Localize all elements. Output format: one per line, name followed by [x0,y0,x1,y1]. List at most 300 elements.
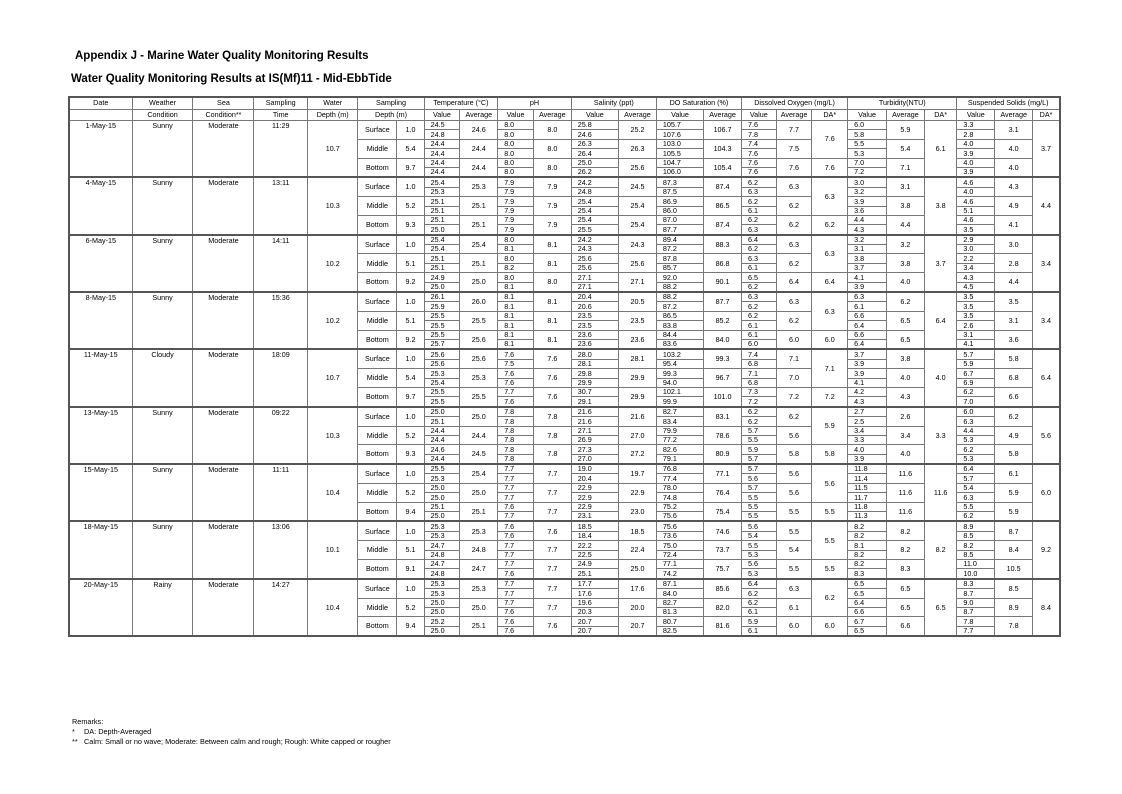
cell-level-depth: 5.1 [397,254,424,273]
cell-weather: Cloudy [132,349,193,406]
cell-temperature-value: 25.4 [424,245,460,254]
cell-weather: Sunny [132,521,193,578]
cell-turbidity-value: 8.2 [848,550,887,559]
cell-suspended-solids-value: 4.6 [957,197,995,206]
cell-level-depth: 9.4 [397,617,424,636]
cell-turbidity-value: 11.3 [848,512,887,522]
cell-suspended-solids-value: 9.0 [957,598,995,607]
cell-do-saturation-average: 104.3 [704,139,742,158]
cell-turbidity-value: 11.4 [848,474,887,483]
cell-suspended-solids-average: 5.8 [995,445,1033,464]
cell-salinity-value: 23.1 [571,512,618,522]
cell-salinity-average: 26.3 [619,139,657,158]
cell-suspended-solids-value: 3.3 [957,121,995,130]
cell-salinity-value: 24.2 [571,235,618,245]
cell-level-name: Surface [358,464,397,483]
cell-turbidity-value: 6.6 [848,607,887,616]
cell-ph-average: 8.1 [533,254,571,273]
cell-dissolved-oxygen-value: 6.3 [741,187,776,196]
cell-level-name: Middle [358,139,397,158]
cell-temperature-value: 25.0 [424,483,460,492]
cell-level-name: Middle [358,197,397,216]
cell-level-depth: 9.7 [397,387,424,406]
header-temperature: Temperature (°C) [424,97,498,109]
header-water-depth-sub: Depth (m) [308,109,358,121]
cell-ph-value: 7.8 [498,435,534,444]
cell-ph-average: 7.6 [533,521,571,540]
cell-ph-value: 7.8 [498,445,534,454]
cell-suspended-solids-da: 3.7 [1033,121,1060,178]
cell-suspended-solids-value: 5.7 [957,349,995,359]
cell-salinity-value: 27.1 [571,426,618,435]
cell-dissolved-oxygen-average: 6.2 [776,197,812,216]
cell-water-depth: 10.2 [308,235,358,292]
cell-dissolved-oxygen-value: 6.3 [741,254,776,263]
cell-turbidity-average: 2.6 [887,407,925,426]
cell-do-saturation-average: 85.2 [704,311,742,330]
cell-salinity-average: 23.6 [619,330,657,349]
cell-suspended-solids-average: 3.5 [995,292,1033,311]
cell-dissolved-oxygen-value: 5.7 [741,464,776,474]
cell-turbidity-average: 4.0 [887,273,925,292]
cell-dissolved-oxygen-value: 6.2 [741,598,776,607]
cell-sea: Moderate [193,292,254,349]
table-row [69,235,1060,245]
cell-suspended-solids-average: 6.2 [995,407,1033,426]
cell-dissolved-oxygen-average: 6.2 [776,254,812,273]
cell-do-saturation-value: 87.7 [656,225,703,235]
cell-dissolved-oxygen-average: 6.3 [776,177,812,196]
cell-level-depth: 5.2 [397,197,424,216]
cell-dissolved-oxygen-average: 6.2 [776,215,812,234]
cell-time: 14:11 [254,235,308,292]
cell-do-saturation-value: 73.6 [656,531,703,540]
cell-do-saturation-value: 88.2 [656,282,703,292]
cell-salinity-value: 22.5 [571,550,618,559]
subheader-dosat-average: Average [704,109,742,121]
cell-do-saturation-average: 87.4 [704,215,742,234]
cell-salinity-average: 22.4 [619,541,657,560]
cell-suspended-solids-value: 5.4 [957,483,995,492]
cell-temperature-value: 25.0 [424,407,460,417]
cell-salinity-average: 20.5 [619,292,657,311]
cell-do-saturation-value: 76.8 [656,464,703,474]
table-title: Water Quality Monitoring Results at IS(Mf)11 - Mid-EbbTide [71,73,392,85]
cell-temperature-value: 25.5 [424,397,460,407]
cell-salinity-average: 23.5 [619,311,657,330]
cell-suspended-solids-average: 6.8 [995,369,1033,388]
cell-dissolved-oxygen-value: 6.2 [741,407,776,417]
cell-time: 09:22 [254,407,308,464]
cell-level-name: Surface [358,579,397,598]
cell-do-saturation-average: 105.4 [704,158,742,177]
cell-turbidity-value: 3.2 [848,235,887,245]
cell-do-saturation-value: 87.5 [656,187,703,196]
subheader-do-da: DA* [812,109,848,121]
cell-temperature-value: 25.3 [424,579,460,589]
header-turbidity: Turbidity(NTU) [848,97,957,109]
header-sampling-depth: Sampling [358,97,424,109]
cell-suspended-solids-value: 8.5 [957,550,995,559]
cell-water-depth: 10.2 [308,292,358,349]
cell-turbidity-value: 3.9 [848,359,887,368]
cell-suspended-solids-value: 4.1 [957,339,995,349]
cell-suspended-solids-value: 8.7 [957,589,995,598]
cell-salinity-average: 19.7 [619,464,657,483]
cell-turbidity-average: 3.8 [887,197,925,216]
cell-dissolved-oxygen-da: 6.3 [812,292,848,330]
cell-temperature-value: 25.0 [424,598,460,607]
cell-suspended-solids-average: 3.1 [995,311,1033,330]
cell-level-name: Surface [358,521,397,540]
cell-turbidity-value: 6.3 [848,292,887,302]
cell-level-name: Surface [358,235,397,254]
cell-ph-average: 8.0 [533,273,571,292]
cell-turbidity-average: 4.0 [887,369,925,388]
cell-suspended-solids-da: 9.2 [1033,521,1060,578]
cell-turbidity-value: 4.0 [848,445,887,454]
cell-suspended-solids-average: 10.5 [995,559,1033,578]
cell-do-saturation-value: 87.3 [656,177,703,187]
cell-salinity-value: 20.3 [571,607,618,616]
cell-do-saturation-value: 72.4 [656,550,703,559]
cell-salinity-value: 25.4 [571,197,618,206]
cell-level-depth: 9.3 [397,215,424,234]
cell-dissolved-oxygen-value: 7.6 [741,167,776,177]
cell-salinity-value: 18.4 [571,531,618,540]
cell-suspended-solids-average: 8.9 [995,598,1033,617]
cell-do-saturation-value: 84.4 [656,330,703,339]
cell-temperature-average: 25.1 [460,215,498,234]
cell-dissolved-oxygen-value: 6.1 [741,321,776,330]
cell-do-saturation-value: 85.7 [656,263,703,272]
cell-turbidity-da: 3.3 [924,407,957,464]
cell-dissolved-oxygen-da: 6.3 [812,177,848,215]
cell-salinity-value: 19.0 [571,464,618,474]
cell-turbidity-value: 4.1 [848,273,887,282]
cell-turbidity-value: 3.8 [848,254,887,263]
cell-turbidity-average: 11.6 [887,502,925,521]
cell-salinity-average: 17.6 [619,579,657,598]
cell-turbidity-value: 6.0 [848,121,887,130]
cell-do-saturation-value: 103.2 [656,349,703,359]
cell-suspended-solids-value: 4.6 [957,177,995,187]
subheader-turb-average: Average [887,109,925,121]
cell-turbidity-da: 3.7 [924,235,957,292]
cell-suspended-solids-da: 5.6 [1033,407,1060,464]
cell-salinity-average: 24.3 [619,235,657,254]
cell-turbidity-da: 6.5 [924,579,957,636]
cell-level-depth: 1.0 [397,235,424,254]
cell-do-saturation-average: 83.1 [704,407,742,426]
cell-suspended-solids-average: 6.6 [995,387,1033,406]
cell-salinity-value: 27.0 [571,454,618,464]
cell-do-saturation-value: 83.8 [656,321,703,330]
cell-turbidity-average: 6.5 [887,330,925,349]
cell-turbidity-value: 6.4 [848,598,887,607]
cell-temperature-value: 25.1 [424,206,460,215]
cell-temperature-value: 25.1 [424,197,460,206]
cell-level-name: Bottom [358,330,397,349]
cell-ph-value: 8.0 [498,130,534,139]
header-do-saturation: DO Saturation (%) [656,97,741,109]
cell-do-saturation-value: 78.0 [656,483,703,492]
cell-turbidity-value: 8.2 [848,521,887,531]
cell-suspended-solids-value: 4.0 [957,187,995,196]
cell-dissolved-oxygen-average: 6.3 [776,579,812,598]
cell-salinity-average: 25.6 [619,158,657,177]
cell-level-name: Middle [358,254,397,273]
cell-salinity-average: 27.2 [619,445,657,464]
cell-temperature-value: 25.7 [424,339,460,349]
cell-temperature-average: 25.0 [460,483,498,502]
cell-do-saturation-value: 82.7 [656,598,703,607]
cell-turbidity-value: 6.4 [848,339,887,349]
cell-do-saturation-value: 77.4 [656,474,703,483]
cell-salinity-value: 26.3 [571,139,618,148]
cell-ph-value: 7.9 [498,215,534,224]
cell-temperature-average: 25.0 [460,598,498,617]
cell-turbidity-value: 7.2 [848,167,887,177]
cell-do-saturation-value: 102.1 [656,387,703,396]
cell-suspended-solids-value: 4.0 [957,139,995,148]
cell-do-saturation-average: 76.4 [704,483,742,502]
cell-weather: Sunny [132,177,193,234]
cell-ph-value: 7.9 [498,206,534,215]
cell-do-saturation-value: 99.9 [656,397,703,407]
cell-dissolved-oxygen-value: 5.5 [741,502,776,511]
cell-do-saturation-value: 81.3 [656,607,703,616]
cell-dissolved-oxygen-value: 6.8 [741,359,776,368]
cell-ph-value: 7.7 [498,598,534,607]
cell-dissolved-oxygen-da: 6.3 [812,235,848,273]
cell-turbidity-value: 3.6 [848,206,887,215]
cell-temperature-value: 25.0 [424,626,460,636]
cell-temperature-average: 25.3 [460,369,498,388]
cell-suspended-solids-value: 2.2 [957,254,995,263]
cell-do-saturation-value: 87.2 [656,245,703,254]
cell-ph-value: 7.6 [498,378,534,387]
cell-ph-value: 7.7 [498,559,534,568]
cell-do-saturation-value: 83.6 [656,339,703,349]
cell-level-depth: 9.7 [397,158,424,177]
cell-do-saturation-average: 90.1 [704,273,742,292]
cell-ph-value: 8.1 [498,302,534,311]
table-body [69,121,1060,637]
cell-dissolved-oxygen-value: 6.1 [741,626,776,636]
cell-temperature-average: 25.0 [460,407,498,426]
cell-suspended-solids-value: 5.3 [957,454,995,464]
cell-salinity-average: 25.0 [619,559,657,578]
cell-turbidity-value: 5.3 [848,149,887,158]
cell-do-saturation-value: 107.6 [656,130,703,139]
cell-level-name: Bottom [358,273,397,292]
cell-level-depth: 1.0 [397,349,424,368]
cell-salinity-value: 28.1 [571,359,618,368]
cell-suspended-solids-value: 6.9 [957,378,995,387]
cell-temperature-value: 25.1 [424,417,460,426]
header-sea: Sea [193,97,254,109]
cell-level-name: Middle [358,483,397,502]
cell-do-saturation-value: 75.6 [656,512,703,522]
cell-salinity-average: 25.4 [619,215,657,234]
cell-suspended-solids-value: 2.8 [957,130,995,139]
cell-salinity-average: 28.1 [619,349,657,368]
cell-ph-value: 7.6 [498,369,534,378]
cell-ph-value: 7.6 [498,569,534,579]
cell-salinity-value: 23.5 [571,311,618,320]
cell-level-name: Bottom [358,617,397,636]
cell-turbidity-value: 3.1 [848,245,887,254]
cell-salinity-value: 22.9 [571,493,618,502]
cell-ph-average: 7.9 [533,215,571,234]
cell-sea: Moderate [193,579,254,636]
cell-ph-value: 7.7 [498,512,534,522]
cell-temperature-average: 25.1 [460,617,498,636]
remark-mark: ** [72,736,78,746]
cell-turbidity-average: 3.2 [887,235,925,254]
cell-level-name: Bottom [358,445,397,464]
cell-turbidity-average: 5.4 [887,139,925,158]
header-salinity: Salinity (ppt) [571,97,656,109]
cell-salinity-value: 27.3 [571,445,618,454]
cell-turbidity-value: 3.7 [848,263,887,272]
cell-ph-average: 7.7 [533,579,571,598]
cell-temperature-value: 24.7 [424,541,460,550]
cell-do-saturation-value: 82.6 [656,445,703,454]
cell-water-depth: 10.3 [308,177,358,234]
cell-do-saturation-average: 77.1 [704,464,742,483]
cell-level-depth: 5.2 [397,426,424,445]
cell-temperature-value: 25.3 [424,589,460,598]
cell-salinity-average: 24.5 [619,177,657,196]
cell-weather: Sunny [132,292,193,349]
cell-ph-average: 8.0 [533,121,571,140]
cell-water-depth: 10.1 [308,521,358,578]
cell-dissolved-oxygen-value: 6.2 [741,245,776,254]
cell-do-saturation-average: 99.3 [704,349,742,368]
cell-suspended-solids-average: 7.8 [995,617,1033,636]
cell-weather: Rainy [132,579,193,636]
cell-turbidity-average: 8.3 [887,559,925,578]
cell-turbidity-value: 3.9 [848,454,887,464]
cell-sea: Moderate [193,464,254,521]
cell-turbidity-average: 4.4 [887,215,925,234]
cell-ph-value: 7.6 [498,397,534,407]
cell-dissolved-oxygen-average: 6.2 [776,311,812,330]
cell-suspended-solids-da: 3.4 [1033,292,1060,349]
cell-temperature-value: 25.5 [424,311,460,320]
cell-dissolved-oxygen-average: 7.7 [776,121,812,140]
cell-do-saturation-average: 80.9 [704,445,742,464]
cell-dissolved-oxygen-average: 6.2 [776,407,812,426]
cell-suspended-solids-value: 6.7 [957,369,995,378]
cell-temperature-value: 25.6 [424,359,460,368]
cell-suspended-solids-value: 3.5 [957,302,995,311]
cell-dissolved-oxygen-value: 6.4 [741,579,776,589]
cell-turbidity-value: 6.5 [848,626,887,636]
cell-do-saturation-value: 83.4 [656,417,703,426]
cell-turbidity-value: 2.5 [848,417,887,426]
cell-turbidity-value: 4.2 [848,387,887,396]
cell-level-depth: 9.1 [397,559,424,578]
cell-temperature-value: 25.3 [424,531,460,540]
cell-weather: Sunny [132,464,193,521]
cell-suspended-solids-value: 4.4 [957,426,995,435]
cell-salinity-value: 25.8 [571,121,618,130]
cell-suspended-solids-da: 6.4 [1033,349,1060,406]
cell-turbidity-value: 4.3 [848,397,887,407]
cell-temperature-average: 24.5 [460,445,498,464]
cell-salinity-value: 29.9 [571,378,618,387]
cell-dissolved-oxygen-value: 5.3 [741,550,776,559]
cell-suspended-solids-average: 3.6 [995,330,1033,349]
cell-turbidity-value: 8.1 [848,541,887,550]
cell-dissolved-oxygen-average: 5.4 [776,541,812,560]
cell-do-saturation-average: 87.7 [704,292,742,311]
cell-level-depth: 9.4 [397,502,424,521]
cell-salinity-value: 21.6 [571,407,618,417]
cell-do-saturation-average: 101.0 [704,387,742,406]
cell-turbidity-da: 6.1 [924,121,957,178]
cell-do-saturation-value: 87.0 [656,215,703,224]
subheader-ss-da: DA* [1033,109,1060,121]
cell-sea: Moderate [193,177,254,234]
cell-salinity-value: 26.4 [571,149,618,158]
cell-do-saturation-value: 74.8 [656,493,703,502]
cell-do-saturation-average: 84.0 [704,330,742,349]
cell-do-saturation-average: 85.6 [704,579,742,598]
cell-suspended-solids-value: 6.3 [957,417,995,426]
water-quality-table [68,96,1061,637]
cell-dissolved-oxygen-value: 6.2 [741,311,776,320]
cell-salinity-value: 24.6 [571,130,618,139]
cell-do-saturation-average: 78.6 [704,426,742,445]
cell-salinity-value: 26.2 [571,167,618,177]
cell-dissolved-oxygen-value: 6.4 [741,235,776,245]
cell-level-depth: 9.3 [397,445,424,464]
cell-sea: Moderate [193,521,254,578]
cell-ph-value: 7.6 [498,349,534,359]
cell-turbidity-value: 6.1 [848,302,887,311]
cell-ph-value: 7.8 [498,426,534,435]
cell-suspended-solids-value: 8.5 [957,531,995,540]
cell-suspended-solids-value: 3.1 [957,330,995,339]
cell-dissolved-oxygen-average: 5.5 [776,502,812,521]
cell-temperature-average: 25.3 [460,579,498,598]
cell-turbidity-average: 3.4 [887,426,925,445]
cell-level-depth: 5.1 [397,311,424,330]
cell-ph-value: 7.6 [498,521,534,531]
cell-salinity-value: 27.1 [571,282,618,292]
subheader-turb-da: DA* [924,109,957,121]
table-row [69,521,1060,531]
cell-ph-average: 7.6 [533,387,571,406]
cell-suspended-solids-value: 5.7 [957,474,995,483]
cell-dissolved-oxygen-da: 5.6 [812,464,848,502]
subheader-sal-value: Value [571,109,618,121]
cell-do-saturation-average: 88.3 [704,235,742,254]
cell-ph-average: 8.1 [533,330,571,349]
cell-suspended-solids-average: 4.3 [995,177,1033,196]
cell-dissolved-oxygen-value: 7.6 [741,121,776,130]
cell-level-name: Surface [358,121,397,140]
cell-suspended-solids-value: 7.7 [957,626,995,636]
cell-water-depth: 10.4 [308,464,358,521]
cell-level-depth: 5.1 [397,541,424,560]
cell-salinity-average: 27.0 [619,426,657,445]
cell-temperature-value: 25.3 [424,521,460,531]
